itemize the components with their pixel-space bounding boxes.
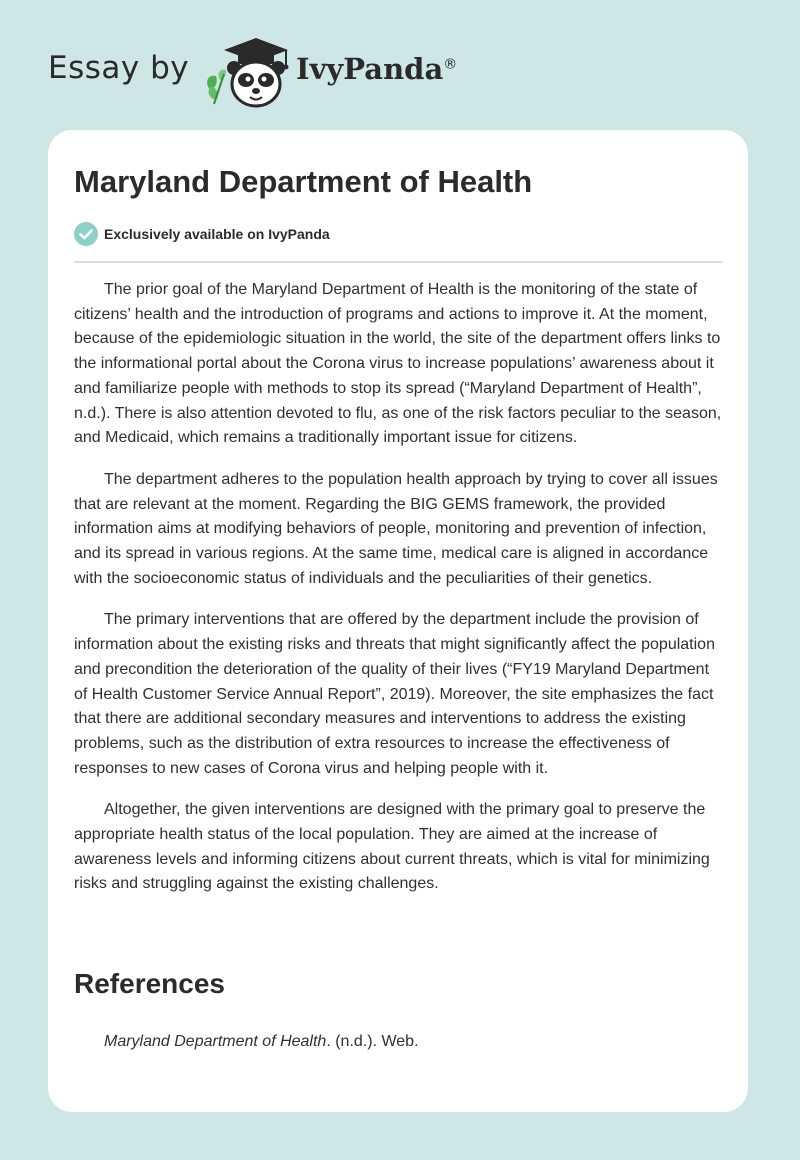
essay-card xyxy=(48,130,748,1112)
reference-details: . (n.d.). Web. xyxy=(326,1033,419,1050)
paragraph: The department adheres to the population health approach by trying to cover all issues that are relevant at the moment. Regarding the BIG GEMS framework, the provided information aims at modifying behaviors of people, monitoring and prevention of infection, and its spread in various regions. At the same time, medical care is aligned in accordance with the socioeconomic status of individuals and the peculiarities of their genetics. xyxy=(74,470,718,587)
paragraph: Altogether, the given interventions are designed with the primary goal to preserve the appropriate health status of the local population. They are aimed at the increase of awareness levels and informing citizens about current threats, which is vital for minimizing risks and struggling against the existing challenges. xyxy=(74,801,710,893)
reference-title: Maryland Department of Health xyxy=(104,1033,327,1050)
brand-name: IvyPanda® xyxy=(296,52,458,86)
check-circle-icon xyxy=(74,222,98,246)
references-heading: References xyxy=(74,968,225,999)
exclusive-badge-label: Exclusively available on IvyPanda xyxy=(104,226,330,242)
paragraph: The primary interventions that are offered by the department include the provision of information about the existing risks and threats that might significantly affect the population and precondition the deterioration of the quality of their lives (“FY19 Maryland Department of Health Customer Service Annual Report”, 2019). Moreover, the site emphasizes the fact that there are additional secondary measures and interventions to address the existing problems, such as the distribution of extra resources to increase the effectiveness of responses to new cases of Corona virus and helping people with it. xyxy=(74,611,715,777)
site-brand[interactable] xyxy=(48,34,468,114)
exclusive-badge xyxy=(74,222,330,246)
reference-entry xyxy=(104,1030,419,1054)
panda-logo-icon xyxy=(202,34,294,110)
page-title: Maryland Department of Health xyxy=(74,164,533,199)
paragraph: The prior goal of the Maryland Department of Health is the monitoring of the state of citizens’ health and the introduction of programs and actions to improve it. At the moment, because of the epidemiologic situation in the world, the site of the department offers links to the informational portal about the Corona virus to increase populations’ awareness about it and familiarize people with methods to stop its spread (“Maryland Department of Health”, n.d.). There is also attention devoted to flu, as one of the risk factors peculiar to the season, and Medicaid, which remains a traditionally important issue for citizens. xyxy=(74,281,722,447)
registered-mark: ® xyxy=(443,56,458,73)
brand-prefix: Essay by xyxy=(48,50,190,86)
divider xyxy=(74,261,723,263)
essay-body xyxy=(74,278,726,914)
